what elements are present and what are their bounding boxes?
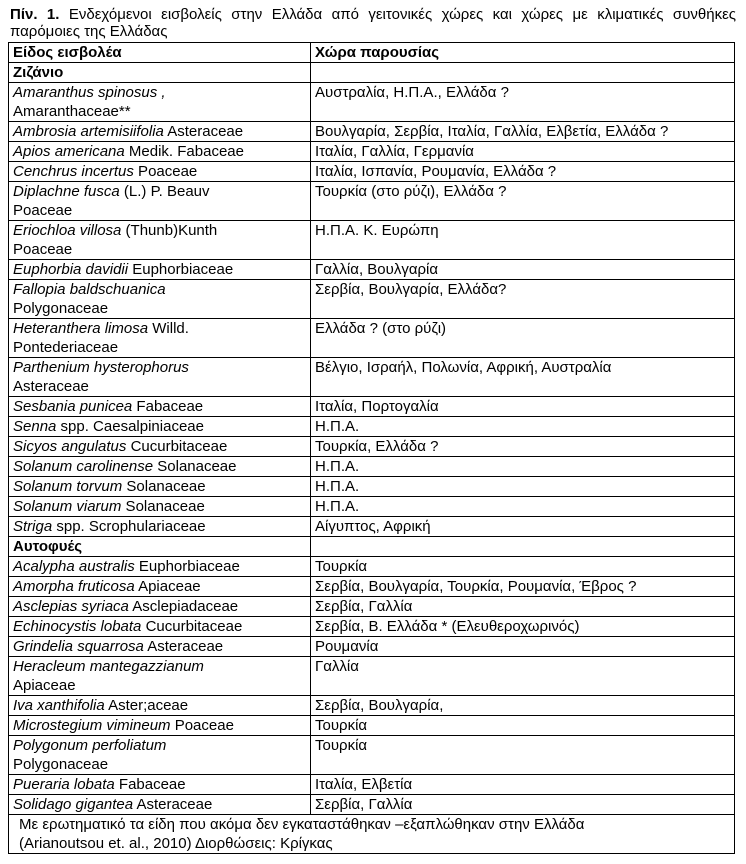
country-cell: Η.Π.Α. <box>311 497 735 517</box>
species-name: Solidago gigantea <box>13 796 134 813</box>
species-authority-family: Solanaceae <box>121 498 205 515</box>
species-name: Pueraria lobata <box>13 776 115 793</box>
species-authority-family: Cucurbitaceae <box>141 618 243 635</box>
species-cell <box>9 221 311 260</box>
table-row <box>9 437 735 457</box>
table-caption <box>10 6 736 40</box>
species-family: Asteraceae <box>13 378 89 395</box>
species-cell <box>9 477 311 497</box>
species-cell <box>9 557 311 577</box>
species-authority-family: Asteraceae <box>133 796 213 813</box>
species-name: Polygonum perfoliatum <box>13 737 167 754</box>
country-cell: Η.Π.Α. <box>311 477 735 497</box>
species-authority-family: (L.) P. Beauv <box>119 183 210 200</box>
table-row <box>9 657 735 696</box>
species-cell <box>9 497 311 517</box>
species-cell <box>9 657 311 696</box>
species-name: Solanum torvum <box>13 478 123 495</box>
species-cell <box>9 577 311 597</box>
footnote-row <box>9 815 735 854</box>
country-cell: Τουρκία (στο ρύζι), Ελλάδα ? <box>311 182 735 221</box>
country-cell: Σερβία, Γαλλία <box>311 597 735 617</box>
table-row <box>9 597 735 617</box>
country-cell: Γαλλία <box>311 657 735 696</box>
footnote-line-1: Με ερωτηματικό τα είδη που ακόμα δεν εγκαταστάθηκαν –εξαπλώθηκαν στην Ελλάδα <box>19 816 585 833</box>
species-name: Echinocystis lobata <box>13 618 142 635</box>
species-authority-family: Fabaceae <box>132 398 204 415</box>
species-family: Poaceae <box>13 241 73 258</box>
species-name: Parthenium hysterophorus <box>13 359 189 376</box>
species-cell <box>9 162 311 182</box>
species-name: Acalypha australis <box>13 558 135 575</box>
table-row <box>9 221 735 260</box>
caption-label: Πίν. 1. <box>10 6 60 23</box>
species-name: Cenchrus incertus <box>13 163 134 180</box>
species-name: Heracleum mantegazzianum <box>13 658 204 675</box>
document-page <box>0 6 746 864</box>
table-row <box>9 182 735 221</box>
section-empty-cell <box>311 537 735 557</box>
species-name: Ambrosia artemisiifolia <box>13 123 164 140</box>
species-family: Apiaceae <box>13 677 76 694</box>
country-cell: Ιταλία, Πορτογαλία <box>311 397 735 417</box>
species-name: Grindelia squarrosa <box>13 638 144 655</box>
species-authority-family: Fabaceae <box>114 776 186 793</box>
species-authority-family: Poaceae <box>170 717 234 734</box>
country-cell: Σερβία, Βουλγαρία, Ελλάδα? <box>311 280 735 319</box>
species-authority-family: Apiaceae <box>134 578 201 595</box>
species-cell <box>9 417 311 437</box>
species-name: Amorpha fruticosa <box>13 578 135 595</box>
table-row <box>9 497 735 517</box>
country-cell: Η.Π.Α. <box>311 457 735 477</box>
table-row <box>9 319 735 358</box>
species-authority-family: (Thunb)Kunth <box>121 222 218 239</box>
country-cell: Βουλγαρία, Σερβία, Ιταλία, Γαλλία, Ελβετία, Ελλάδα ? <box>311 122 735 142</box>
species-authority-family: Asteraceae <box>163 123 244 140</box>
country-cell: Ιταλία, Ισπανία, Ρουμανία, Ελλάδα ? <box>311 162 735 182</box>
section-empty-cell <box>311 63 735 83</box>
species-authority-family: spp. Scrophulariaceae <box>52 518 206 535</box>
species-family: Poaceae <box>13 202 73 219</box>
table-row <box>9 577 735 597</box>
species-family: Polygonaceae <box>13 300 109 317</box>
species-cell <box>9 597 311 617</box>
species-authority-family: Poaceae <box>133 163 198 180</box>
table-row <box>9 557 735 577</box>
table-row <box>9 696 735 716</box>
country-cell: Αίγυπτος, Αφρική <box>311 517 735 537</box>
country-cell: Ρουμανία <box>311 637 735 657</box>
species-name: Euphorbia davidii <box>13 261 129 278</box>
species-cell <box>9 775 311 795</box>
header-row <box>9 43 735 63</box>
country-cell: Ιταλία, Γαλλία, Γερμανία <box>311 142 735 162</box>
section-title: Ζιζάνιο <box>9 63 311 83</box>
species-authority-family: Euphorbiaceae <box>134 558 240 575</box>
country-cell: Τουρκία <box>311 557 735 577</box>
species-family: Polygonaceae <box>13 756 109 773</box>
table-row <box>9 162 735 182</box>
footnote-line-2: (Arianoutsou et. al., 2010) Διορθώσεις: Κρίγκας <box>19 835 333 852</box>
footnote-cell <box>9 815 735 854</box>
species-cell <box>9 736 311 775</box>
species-cell <box>9 319 311 358</box>
section-row <box>9 63 735 83</box>
country-cell: Σερβία, Γαλλία <box>311 795 735 815</box>
caption-text: Ενδεχόμενοι εισβολείς στην Ελλάδα από γειτονικές χώρες και χώρες με κλιματικές συνθήκες παρόμοιες της Ελλάδας <box>10 6 736 40</box>
species-name: Solanum carolinense <box>13 458 154 475</box>
table-row <box>9 637 735 657</box>
species-cell <box>9 696 311 716</box>
species-cell <box>9 280 311 319</box>
species-cell <box>9 716 311 736</box>
species-name: Eriochloa villosa <box>13 222 122 239</box>
species-name: Sicyos angulatus <box>13 438 127 455</box>
table-row <box>9 417 735 437</box>
species-authority-family: Aster;aceae <box>104 697 189 714</box>
country-cell: Η.Π.Α. Κ. Ευρώπη <box>311 221 735 260</box>
header-country: Χώρα παρουσίας <box>311 43 735 63</box>
species-authority-family: Asclepiadaceae <box>128 598 239 615</box>
species-cell <box>9 182 311 221</box>
table-row <box>9 517 735 537</box>
table-row <box>9 358 735 397</box>
species-cell <box>9 795 311 815</box>
country-cell: Σερβία, Β. Ελλάδα * (Ελευθεροχωρινός) <box>311 617 735 637</box>
species-name: Microstegium vimineum <box>13 717 171 734</box>
country-cell: Αυστραλία, Η.Π.Α., Ελλάδα ? <box>311 83 735 122</box>
species-cell <box>9 437 311 457</box>
species-authority-family: Euphorbiaceae <box>128 261 234 278</box>
section-row <box>9 537 735 557</box>
country-cell: Σερβία, Βουλγαρία, Τουρκία, Ρουμανία, Έβρος ? <box>311 577 735 597</box>
country-cell: Ελλάδα ? (στο ρύζι) <box>311 319 735 358</box>
table-row <box>9 716 735 736</box>
table-row <box>9 795 735 815</box>
section-title: Αυτοφυές <box>9 537 311 557</box>
table-row <box>9 617 735 637</box>
species-name: Asclepias syriaca <box>13 598 129 615</box>
species-cell <box>9 122 311 142</box>
species-authority-family: Solanaceae <box>122 478 206 495</box>
species-name: Diplachne fusca <box>13 183 120 200</box>
species-cell <box>9 637 311 657</box>
species-cell <box>9 617 311 637</box>
table-row <box>9 477 735 497</box>
species-name: Heteranthera limosa <box>13 320 149 337</box>
species-cell <box>9 517 311 537</box>
species-authority-family: Asteraceae <box>143 638 224 655</box>
table-body <box>9 63 735 815</box>
species-table <box>8 42 735 854</box>
country-cell: Τουρκία <box>311 716 735 736</box>
table-row <box>9 457 735 477</box>
species-name: Apios americana <box>13 143 125 160</box>
species-authority-family: Solanaceae <box>153 458 237 475</box>
species-name: Sesbania punicea <box>13 398 133 415</box>
species-name: Striga <box>13 518 53 535</box>
species-authority-family: spp. Caesalpiniaceae <box>56 418 204 435</box>
table-row <box>9 397 735 417</box>
species-name: Senna <box>13 418 57 435</box>
country-cell: Ιταλία, Ελβετία <box>311 775 735 795</box>
table-row <box>9 260 735 280</box>
country-cell: Τουρκία, Ελλάδα ? <box>311 437 735 457</box>
species-name: Iva xanthifolia <box>13 697 105 714</box>
species-family: Pontederiaceae <box>13 339 119 356</box>
table-row <box>9 122 735 142</box>
country-cell: Βέλγιο, Ισραήλ, Πολωνία, Αφρική, Αυστραλία <box>311 358 735 397</box>
country-cell: Σερβία, Βουλγαρία, <box>311 696 735 716</box>
table-row <box>9 736 735 775</box>
header-species: Είδος εισβολέα <box>9 43 311 63</box>
species-name: Solanum viarum <box>13 498 122 515</box>
species-authority-family: Willd. <box>148 320 189 337</box>
species-cell <box>9 83 311 122</box>
species-authority-family: Cucurbitaceae <box>126 438 228 455</box>
species-cell <box>9 397 311 417</box>
table-row <box>9 775 735 795</box>
table-row <box>9 83 735 122</box>
species-cell <box>9 260 311 280</box>
species-cell <box>9 457 311 477</box>
species-family: Amaranthaceae** <box>13 103 131 120</box>
species-name: Amaranthus spinosus , <box>13 84 166 101</box>
table-row <box>9 142 735 162</box>
species-cell <box>9 358 311 397</box>
country-cell: Γαλλία, Βουλγαρία <box>311 260 735 280</box>
country-cell: Η.Π.Α. <box>311 417 735 437</box>
species-cell <box>9 142 311 162</box>
country-cell: Τουρκία <box>311 736 735 775</box>
species-name: Fallopia baldschuanica <box>13 281 166 298</box>
species-authority-family: Medik. Fabaceae <box>124 143 244 160</box>
table-row <box>9 280 735 319</box>
